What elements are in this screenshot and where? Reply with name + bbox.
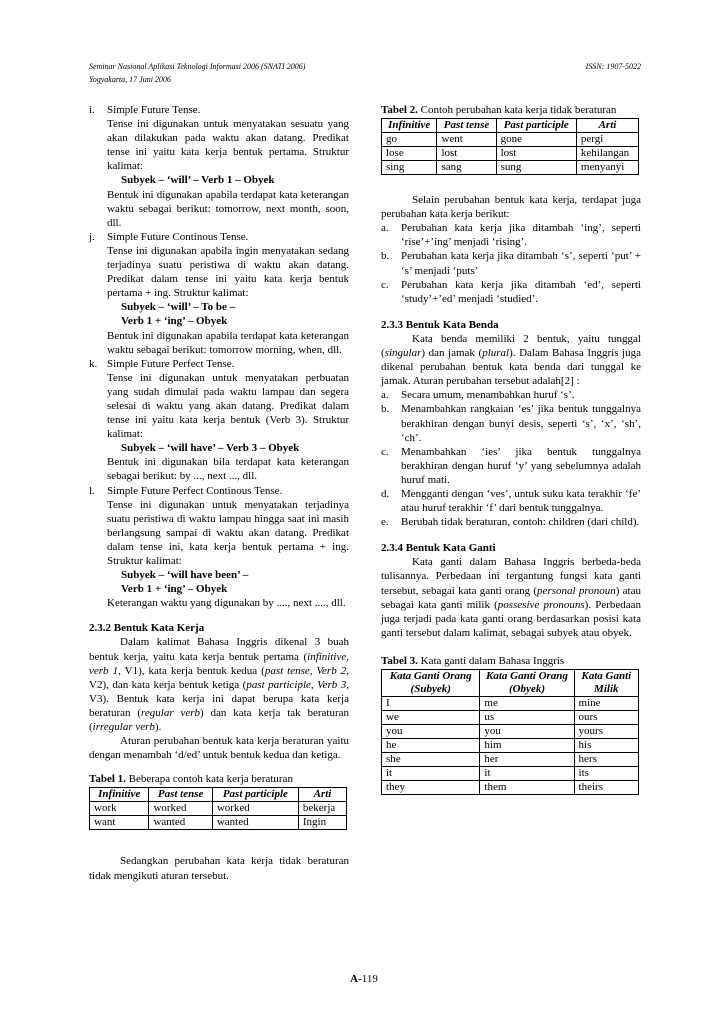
tense-structure-formula: Verb 1 + ‘ing’ – Obyek bbox=[121, 583, 228, 596]
tense-structure-formula: Subyek – ‘will have’ – Verb 3 – Obyek bbox=[121, 442, 300, 455]
tense-list bbox=[89, 103, 349, 610]
section-2-3-4-paragraph: Kata ganti dalam Bahasa Inggris berbeda-beda tulisannya. Perbedaan ini tergantung fungsi kata ganti tersebut, sebagai kata ganti orang (personal pronoun) atau sebagai kata ganti milik (possesive pronouns). Perbedaan juga terjadi pada kata ganti orang berdasarkan posisi kata ganti tersebut dalam kalimat, sebagai subyek atau obyek. bbox=[381, 556, 642, 639]
section-2-3-2-paragraph-2: Aturan perubahan bentuk kata kerja beraturan yaitu dengan menambah ‘d/ed’ untuk bentuk kedua dan ketiga. bbox=[89, 735, 349, 762]
table-header-cell: Infinitive bbox=[382, 119, 437, 133]
page-number: A-119 bbox=[350, 973, 378, 985]
table-header-cell: Arti bbox=[576, 119, 638, 133]
table-cell: them bbox=[480, 781, 574, 795]
noun-rule-list bbox=[381, 388, 641, 529]
table-row bbox=[90, 802, 347, 816]
table-cell: Ingin bbox=[298, 816, 346, 830]
table-cell: lost bbox=[496, 147, 576, 161]
table-3 bbox=[381, 669, 639, 795]
table-cell: he bbox=[382, 739, 480, 753]
list-item-text: Berubah tidak beraturan, contoh: children (dari child). bbox=[401, 516, 640, 529]
list-item-marker: a. bbox=[381, 389, 389, 402]
table-cell: sang bbox=[437, 161, 496, 175]
verb-change-paragraph: Selain perubahan bentuk kata kerja, terdapat juga perubahan kata kerja berikut: bbox=[381, 194, 641, 221]
table-row bbox=[382, 161, 639, 175]
table-row bbox=[382, 725, 639, 739]
list-item-text: Perubahan kata kerja jika ditambah ‘s’, seperti ‘put’ + ‘s’ menjadi ‘puts’ bbox=[401, 250, 641, 277]
tense-item-usage: Bentuk ini digunakan bila terdapat kata keterangan sebagai berikut: by ..., next ..., dll. bbox=[107, 456, 349, 483]
right-column bbox=[381, 103, 641, 795]
closing-paragraph: Sedangkan perubahan kata kerja tidak beraturan tidak mengikuti aturan tersebut. bbox=[89, 855, 349, 882]
list-item-text: Mengganti dengan ‘ves’, untuk suku kata terakhir ‘fe’ atau huruf terakhir ‘f’ dari bentuk tunggalnya. bbox=[401, 487, 641, 515]
table-cell: menyanyi bbox=[576, 161, 638, 175]
tense-item-marker: j. bbox=[89, 230, 95, 243]
table-row bbox=[382, 711, 639, 725]
table-header-cell: Past participle bbox=[496, 119, 576, 133]
tense-structure-formula: Subyek – ‘will’ – Verb 1 – Obyek bbox=[121, 174, 275, 187]
tense-item-title: Simple Future Perfect Tense. bbox=[107, 357, 235, 370]
table-cell: you bbox=[382, 725, 480, 739]
list-item-text: Perubahan kata kerja jika ditambah ‘ed’, seperti ‘study’+’ed’ menjadi ‘studied’. bbox=[401, 278, 641, 305]
table-cell: ours bbox=[574, 711, 638, 725]
table-header-cell: Past participle bbox=[212, 788, 298, 802]
tense-item bbox=[89, 357, 349, 484]
tense-item-title-row bbox=[89, 230, 349, 244]
table-cell: worked bbox=[149, 802, 212, 816]
table-cell: went bbox=[437, 133, 496, 147]
list-item bbox=[381, 278, 641, 306]
tense-item-description: Tense ini digunakan untuk menyatakan perbuatan yang sudah dimulai pada waktu lampau dan segera selesai di waktu yang akan datang. Predikat dalam tense ini yaitu kata kerja bentuk (Verb 3). Struktur kalimat: bbox=[107, 371, 349, 441]
list-item-text: Menambahkan rangkaian ‘es’ jika bentuk tunggalnya berakhiran dengan bunyi desis, seperti ‘s’, ‘x’, ‘sh’, ‘ch’. bbox=[401, 403, 641, 444]
table-cell: kehilangan bbox=[576, 147, 638, 161]
tense-item-usage: Keterangan waktu yang digunakan by ...., next ...., dll. bbox=[107, 597, 346, 610]
verb-change-list bbox=[381, 221, 641, 306]
table-header-cell: Kata Ganti Orang (Subyek) bbox=[382, 670, 480, 697]
tense-item-title-row bbox=[89, 103, 349, 117]
header-conference: Seminar Nasional Aplikasi Teknologi Informasi 2006 (SNATI 2006) bbox=[89, 62, 306, 71]
table-2 bbox=[381, 118, 639, 175]
list-item-marker: b. bbox=[381, 250, 390, 263]
table-cell: worked bbox=[212, 802, 298, 816]
tense-item-marker: k. bbox=[89, 357, 98, 370]
list-item-marker: b. bbox=[381, 403, 390, 416]
table-cell: wanted bbox=[149, 816, 212, 830]
table-header-cell: Infinitive bbox=[90, 788, 149, 802]
table-cell: lose bbox=[382, 147, 437, 161]
tense-structure-formula: Subyek – ‘will have been’ – bbox=[121, 569, 249, 582]
tense-item-description: Tense ini digunakan apabila ingin menyatakan sedang terjadinya suatu peristiwa di waktu akan datang. Predikat dalam tense ini yaitu kata kerja bentuk pertama + ing. Struktur kalimat: bbox=[107, 244, 349, 300]
list-item-text: Perubahan kata kerja jika ditambah ‘ing’, seperti ‘rise’+’ing’ menjadi ‘rising’. bbox=[401, 222, 641, 249]
table-1-caption: Tabel 1. Beberapa contoh kata kerja beraturan bbox=[89, 773, 293, 786]
list-item-marker: d. bbox=[381, 487, 390, 500]
table-cell: sing bbox=[382, 161, 437, 175]
table-row bbox=[382, 753, 639, 767]
tense-item bbox=[89, 103, 349, 230]
table-cell: work bbox=[90, 802, 149, 816]
table-cell: hers bbox=[574, 753, 638, 767]
table-cell: me bbox=[480, 697, 574, 711]
section-2-3-2-title: 2.3.2 Bentuk Kata Kerja bbox=[89, 622, 205, 635]
section-2-3-4-title: 2.3.4 Bentuk Kata Ganti bbox=[381, 542, 496, 555]
table-row bbox=[90, 816, 347, 830]
table-cell: theirs bbox=[574, 781, 638, 795]
tense-structure-formula: Subyek – ‘will’ – To be – bbox=[121, 301, 236, 314]
table-row bbox=[382, 739, 639, 753]
table-cell: him bbox=[480, 739, 574, 753]
list-item-text: Menambahkan ‘ies’ jika bentuk tunggalnya berakhiran dengan huruf ‘y’ yang sebelumnya adalah huruf mati. bbox=[401, 445, 641, 486]
table-1 bbox=[89, 787, 347, 830]
tense-item-marker: l. bbox=[89, 484, 95, 497]
tense-item bbox=[89, 484, 349, 611]
table-cell: us bbox=[480, 711, 574, 725]
table-row bbox=[382, 767, 639, 781]
table-header-cell: Past tense bbox=[437, 119, 496, 133]
table-cell: her bbox=[480, 753, 574, 767]
tense-item bbox=[89, 230, 349, 357]
list-item bbox=[381, 445, 641, 487]
table-header-cell: Kata Ganti Milik bbox=[574, 670, 638, 697]
section-2-3-2-paragraph-1: Dalam kalimat Bahasa Inggris dikenal 3 buah bentuk kerja, yaitu kata kerja bentuk pertama (infinitive, verb 1, V1), kata kerja bentuk kedua (past tense, Verb 2, V2), dan kata kerja bentuk ketiga (past participle, Verb 3, V3). Bentuk kata kerja ini dapat berupa kata kerja beraturan (regular verb) dan kata kerja tak beraturan (irregular verb). bbox=[89, 636, 349, 734]
list-item bbox=[381, 515, 641, 529]
table-cell: it bbox=[382, 767, 480, 781]
list-item-marker: c. bbox=[381, 278, 389, 291]
table-cell: pergi bbox=[576, 133, 638, 147]
section-2-3-3-title: 2.3.3 Bentuk Kata Benda bbox=[381, 318, 499, 331]
tense-item-title: Simple Future Perfect Continous Tense. bbox=[107, 484, 283, 497]
table-cell: yours bbox=[574, 725, 638, 739]
header-location: Yogyakarta, 17 Juni 2006 bbox=[89, 75, 171, 84]
list-item bbox=[381, 249, 641, 277]
tense-item-title: Simple Future Continous Tense. bbox=[107, 230, 249, 243]
table-row bbox=[382, 697, 639, 711]
table-row bbox=[382, 133, 639, 147]
tense-item-description: Tense ini digunakan untuk menyatakan terjadinya suatu peristiwa di waktu lampau hingga saat ini masih berlangsung sampai di waktu akan datang. Predikat dalam tense ini, kata kerja bentuk pertama + ing. Struktur kalimat: bbox=[107, 498, 349, 567]
list-item-marker: c. bbox=[381, 445, 389, 458]
list-item bbox=[381, 388, 641, 402]
table-cell: go bbox=[382, 133, 437, 147]
tense-item-title-row bbox=[89, 357, 349, 371]
table-cell: we bbox=[382, 711, 480, 725]
page-header bbox=[89, 60, 641, 86]
table-cell: it bbox=[480, 767, 574, 781]
list-item bbox=[381, 487, 641, 515]
table-cell: she bbox=[382, 753, 480, 767]
tense-item-usage: Bentuk ini digunakan apabila terdapat kata keterangan waktu sebagai berikut: tomorrow morning, when, dll. bbox=[107, 329, 349, 356]
table-row bbox=[382, 781, 639, 795]
table-cell: his bbox=[574, 739, 638, 753]
tense-structure-formula: Verb 1 + ‘ing’ – Obyek bbox=[121, 315, 228, 328]
table-cell: you bbox=[480, 725, 574, 739]
tense-item-title-row bbox=[89, 484, 349, 498]
section-2-3-3-paragraph: Kata benda memiliki 2 bentuk, yaitu tunggal (singular) dan jamak (plural). Dalam Bahasa Inggris juga dikenal perubahan bentuk kata benda dari tunggal ke jamak. Aturan perubahan tersebut adalah[2] : bbox=[381, 332, 641, 388]
table-row bbox=[382, 147, 639, 161]
tense-item-description: Tense ini digunakan untuk menyatakan sesuatu yang akan dilakukan pada waktu akan datang. Predikat tense ini yaitu kata kerja bentuk pertama. Struktur kalimat: bbox=[107, 118, 349, 173]
list-item-marker: a. bbox=[381, 222, 389, 235]
table-cell: lost bbox=[437, 147, 496, 161]
table-cell: mine bbox=[574, 697, 638, 711]
table-cell: its bbox=[574, 767, 638, 781]
table-cell: wanted bbox=[212, 816, 298, 830]
table-cell: sung bbox=[496, 161, 576, 175]
list-item bbox=[381, 402, 641, 444]
header-issn: ISSN: 1907-5022 bbox=[585, 62, 641, 71]
tense-item-title: Simple Future Tense. bbox=[107, 104, 201, 116]
table-cell: I bbox=[382, 697, 480, 711]
tense-item-marker: i. bbox=[89, 104, 95, 116]
left-column bbox=[89, 103, 349, 883]
table-2-caption: Tabel 2. Contoh perubahan kata kerja tidak beraturan bbox=[381, 104, 617, 116]
table-cell: want bbox=[90, 816, 149, 830]
tense-item-usage: Bentuk ini digunakan apabila terdapat kata keterangan waktu sebagai berikut: tomorrow, next month, soon, dll. bbox=[107, 188, 349, 229]
table-cell: they bbox=[382, 781, 480, 795]
list-item bbox=[381, 221, 641, 249]
table-header-cell: Kata Ganti Orang (Obyek) bbox=[480, 670, 574, 697]
table-3-caption: Tabel 3. Kata ganti dalam Bahasa Inggris bbox=[381, 654, 565, 667]
list-item-text: Secara umum, menambahkan huruf ‘s’. bbox=[401, 389, 575, 402]
table-cell: bekerja bbox=[298, 802, 346, 816]
list-item-marker: e. bbox=[381, 516, 389, 529]
table-header-cell: Arti bbox=[298, 788, 346, 802]
table-cell: gone bbox=[496, 133, 576, 147]
table-header-cell: Past tense bbox=[149, 788, 212, 802]
